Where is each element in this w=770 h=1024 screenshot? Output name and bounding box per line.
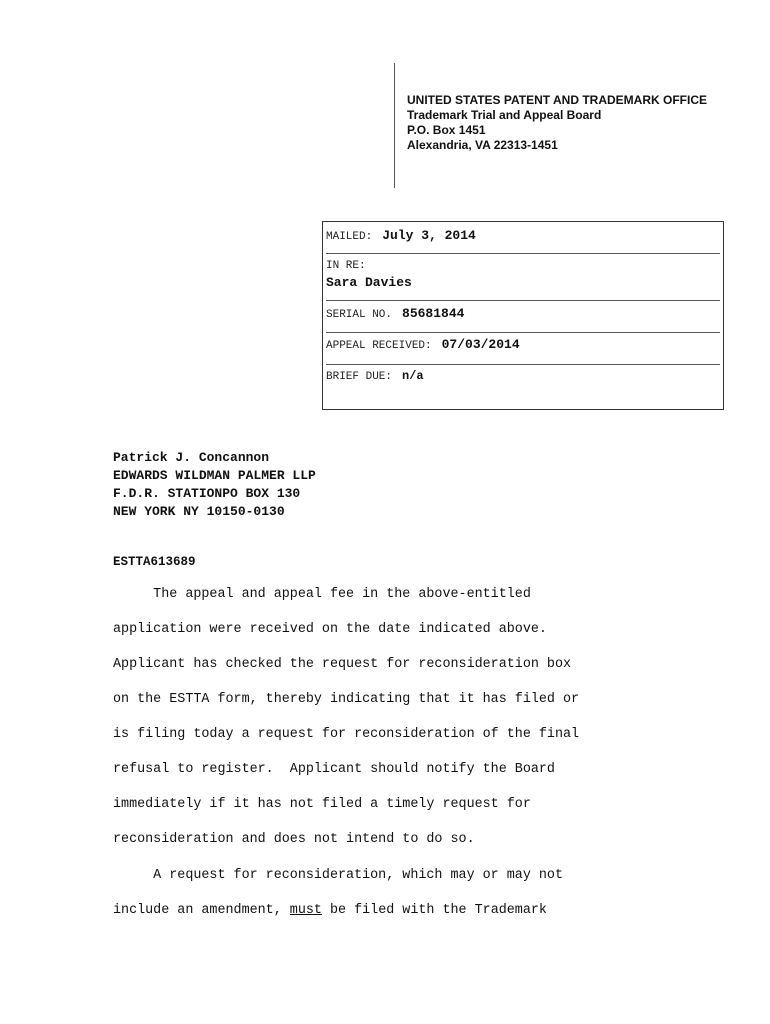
recipient-name: Patrick J. Concannon — [113, 450, 270, 465]
office-city: Alexandria, VA 22313-1451 — [407, 138, 558, 152]
mailed-date: July 3, 2014 — [382, 228, 476, 243]
header-divider — [394, 63, 395, 188]
serial-label: SERIAL NO. — [326, 309, 393, 321]
office-po-box: P.O. Box 1451 — [407, 123, 486, 137]
recipient-street: F.D.R. STATIONPO BOX 130 — [113, 486, 301, 501]
body-line: application were received on the date indicated above. — [113, 622, 547, 637]
divider — [326, 364, 720, 365]
body-line: immediately if it has not filed a timely request for — [113, 797, 531, 812]
body-line: on the ESTTA form, thereby indicating that it has filed or — [113, 692, 580, 707]
body-line: is filing today a request for reconsideration of the final — [113, 727, 580, 742]
applicant-name: Sara Davies — [326, 275, 412, 290]
divider — [326, 300, 720, 301]
recipient-city: NEW YORK NY 10150-0130 — [113, 504, 285, 519]
emphasis-must: must — [289, 903, 322, 918]
reference-number: ESTTA613689 — [113, 555, 196, 569]
body-line: A request for reconsideration, which may or may not — [113, 868, 563, 883]
divider — [326, 332, 720, 333]
appeal-row — [326, 335, 520, 353]
case-info-box — [322, 221, 724, 410]
appeal-received-date: 07/03/2014 — [441, 337, 520, 352]
mailed-row — [326, 226, 476, 244]
brief-due-value: n/a — [402, 369, 424, 383]
appeal-received-label: APPEAL RECEIVED: — [326, 340, 432, 352]
office-header — [407, 93, 707, 153]
body-line: refusal to register. Applicant should notify the Board — [113, 762, 555, 777]
in-re-row — [326, 255, 412, 290]
mailed-label: MAILED: — [326, 231, 373, 243]
body-line — [113, 903, 547, 918]
recipient-address — [113, 449, 316, 521]
body-line: Applicant has checked the request for reconsideration box — [113, 657, 572, 672]
brief-due-label: BRIEF DUE: — [326, 371, 393, 383]
recipient-firm: EDWARDS WILDMAN PALMER LLP — [113, 468, 316, 483]
office-name: UNITED STATES PATENT AND TRADEMARK OFFICE — [407, 93, 707, 107]
body-text: include an amendment, — [113, 903, 290, 918]
serial-row — [326, 304, 464, 322]
in-re-label: IN RE: — [326, 260, 366, 272]
brief-row — [326, 366, 424, 384]
board-name: Trademark Trial and Appeal Board — [407, 108, 602, 122]
body-text: be filed with the Trademark — [321, 903, 547, 918]
divider — [326, 253, 720, 254]
body-line: The appeal and appeal fee in the above-entitled — [113, 587, 531, 602]
serial-number: 85681844 — [402, 306, 465, 321]
body-line: reconsideration and does not intend to do so. — [113, 832, 475, 847]
